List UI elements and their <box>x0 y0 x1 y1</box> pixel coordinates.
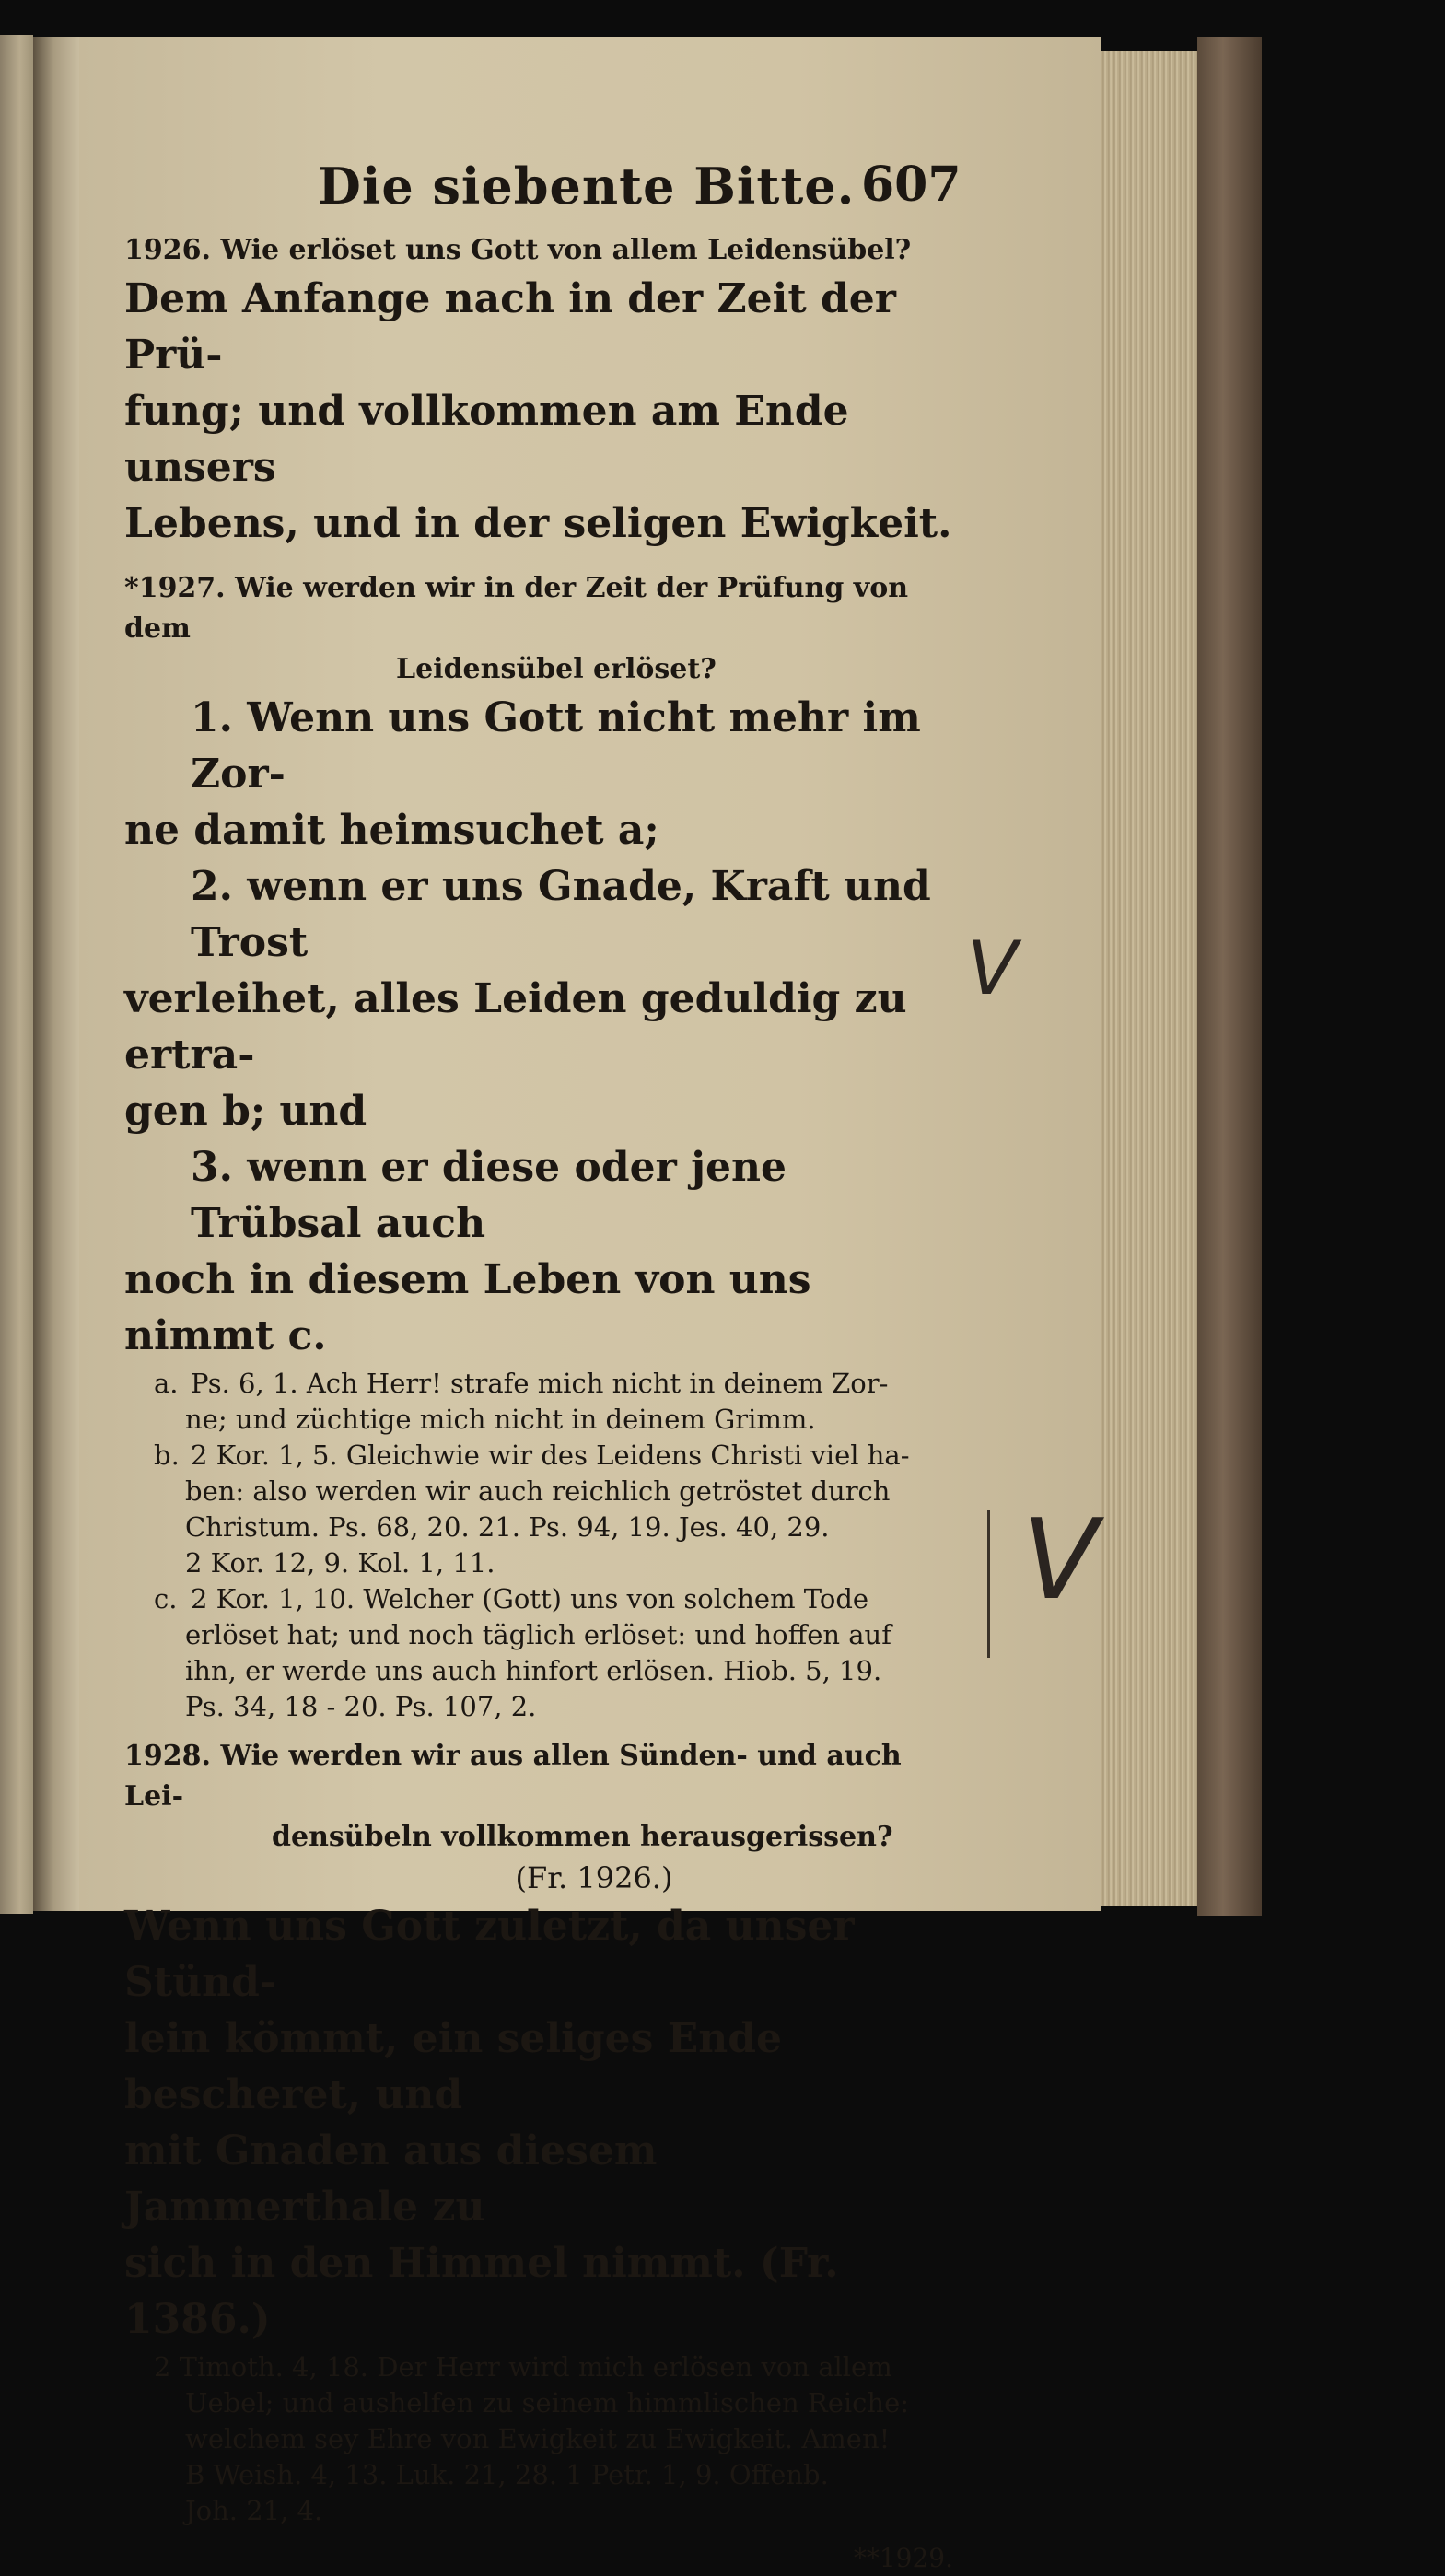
facing-page-edge <box>0 35 33 1914</box>
footnote-line: b. 2 Kor. 1, 5. Gleichwie wir des Leidens Christi viel ha- <box>154 1440 910 1471</box>
footnotes-1928 <box>124 2349 953 2529</box>
page-header <box>124 157 961 230</box>
answer-line: 1. Wenn uns Gott nicht mehr im Zor- <box>191 694 921 798</box>
question-text: Wie erlöset uns Gott von allem Leidensübel? <box>220 234 912 266</box>
footnote-line: c. 2 Kor. 1, 10. Welcher (Gott) uns von solchem Tode <box>154 1583 869 1614</box>
question-text-cont: Leidensübel erlöset? <box>396 653 717 685</box>
question-text-cont: densübeln vollkommen herausgerissen? <box>272 1821 893 1853</box>
footnote-line: ne; und züchtige mich nicht in deinem Grimm. <box>185 1404 816 1435</box>
book-cover <box>1197 37 1262 1916</box>
answer-line: fung; und vollkommen am Ende unsers <box>124 388 849 491</box>
margin-rule <box>987 1510 990 1658</box>
page-content <box>124 157 961 2576</box>
book-gutter <box>33 37 79 1911</box>
answer-line: Wenn uns Gott zuletzt, da unser Stünd- <box>124 1903 855 2006</box>
answer-line: noch in diesem Leben von uns nimmt c. <box>124 1256 811 1359</box>
footnote-line: Christum. Ps. 68, 20. 21. Ps. 94, 19. Jes. 40, 29. <box>185 1511 830 1543</box>
footnote-line: welchem sey Ehre von Ewigkeit zu Ewigkeit. Amen! <box>185 2423 891 2454</box>
footnote-line: ihn, er werde uns auch hinfort erlösen. Hiob. 5, 19. <box>185 1655 882 1686</box>
question-1927 <box>124 568 953 649</box>
catchword: **1929. <box>853 2543 953 2573</box>
footnote-line: ben: also werden wir auch reichlich getröstet durch <box>185 1475 891 1507</box>
answer-line: 2. wenn er uns Gnade, Kraft und Trost <box>191 863 931 966</box>
page-edges <box>1101 51 1203 1906</box>
answer-line: mit Gnaden aus diesem Jammerthale zu <box>124 2127 658 2231</box>
answer-line: lein kömmt, ein seliges Ende bescheret, und <box>124 2015 782 2118</box>
footnote-line: B Weish. 4, 13. Luk. 21, 28. 1 Petr. 1, 9. Offenb. <box>185 2459 829 2490</box>
footnote-line: Uebel; und aushelfen zu seinem himmlischen Reiche: <box>185 2387 910 2419</box>
page-number: 607 <box>861 157 961 213</box>
margin-check-mark: V <box>967 926 1018 1011</box>
margin-check-mark: V <box>1022 1497 1099 1625</box>
answer-line: sich in den Himmel nimmt. (Fr. 1386.) <box>124 2240 839 2343</box>
question-number: 1926. <box>124 234 211 266</box>
question-number: 1928. <box>124 1740 211 1772</box>
answer-line: Lebens, und in der seligen Ewigkeit. <box>124 500 952 547</box>
answer-line: gen b; und <box>124 1088 367 1135</box>
question-text: Wie werden wir aus allen Sünden- und auch Lei- <box>124 1740 902 1813</box>
footnote-line: erlöset hat; und noch täglich erlöset: und hoffen auf <box>185 1619 891 1650</box>
answer-line: 3. wenn er diese oder jene Trübsal auch <box>191 1144 787 1247</box>
cross-reference: (Fr. 1926.) <box>515 1860 673 1895</box>
footnote-line: 2 Timoth. 4, 18. Der Herr wird mich erlösen von allem <box>154 2351 892 2383</box>
answer-line: Dem Anfange nach in der Zeit der Prü- <box>124 275 896 379</box>
footnote-line: Ps. 34, 18 - 20. Ps. 107, 2. <box>185 1691 537 1722</box>
footnote-line: a. Ps. 6, 1. Ach Herr! strafe mich nicht in deinem Zor- <box>154 1368 889 1399</box>
question-text: Wie werden wir in der Zeit der Prüfung von dem <box>124 572 909 645</box>
question-number: *1927. <box>124 572 226 604</box>
footnote-line: 2 Kor. 12, 9. Kol. 1, 11. <box>185 1547 495 1579</box>
question-1926 <box>124 230 953 271</box>
answer-line: verleihet, alles Leiden geduldig zu ertra- <box>124 975 907 1078</box>
answer-line: ne damit heimsuchet a; <box>124 807 659 854</box>
footnotes-1927 <box>124 1366 953 1725</box>
question-1928 <box>124 1736 953 1817</box>
running-head: Die siebente Bitte. <box>318 157 856 216</box>
footnote-line: Joh. 21, 4. <box>185 2495 323 2526</box>
